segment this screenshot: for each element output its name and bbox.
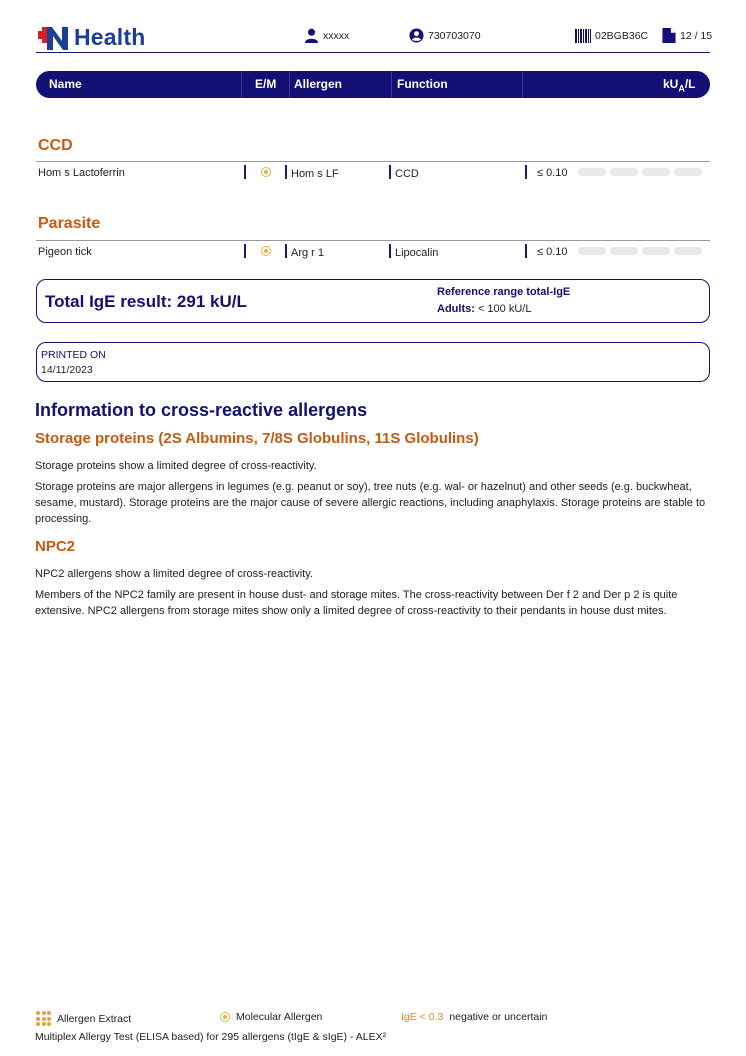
printed-on-box	[36, 342, 710, 382]
row-divider	[525, 244, 527, 258]
user-circle-icon	[409, 28, 424, 43]
info-group-title: NPC2	[35, 538, 76, 555]
value-bars	[578, 168, 702, 176]
unit-main: kU	[663, 77, 679, 91]
logo-mark-icon	[38, 23, 70, 51]
user-icon	[304, 28, 319, 43]
info-group-title: Storage proteins (2S Albumins, 7/8S Globulins, 11S Globulins)	[35, 430, 479, 447]
legend-molecular-label: Molecular Allergen	[236, 1011, 323, 1023]
row-divider	[525, 165, 527, 179]
row-divider	[285, 165, 287, 179]
row-allergen: Arg r 1	[291, 247, 325, 259]
row-function: CCD	[395, 168, 419, 180]
patient-name	[304, 28, 349, 43]
reference-value: < 100 kU/L	[477, 303, 532, 315]
row-function: Lipocalin	[395, 247, 439, 259]
info-paragraph: Members of the NPC2 family are present in house dust- and storage mites. The cross-reactivity between Der f 2 and Der p 2 is quite extensive. NPC2 allergens from storage mites show only a limited degree of cross-reactivity to their pendants in house dust mites.	[35, 589, 678, 617]
row-divider	[389, 244, 391, 258]
row-divider	[389, 165, 391, 179]
molecular-allergen-icon	[261, 246, 271, 256]
row-allergen: Hom s LF	[291, 168, 339, 180]
header-divider	[36, 52, 710, 53]
col-divider	[289, 71, 290, 98]
col-divider	[391, 71, 392, 98]
patient-id	[409, 28, 481, 43]
allergen-extract-icon	[36, 1011, 51, 1026]
table-header	[36, 71, 710, 98]
barcode-icon	[575, 28, 591, 44]
printed-on-label: PRINTED ON	[41, 349, 106, 361]
section-divider	[36, 240, 710, 241]
col-divider	[522, 71, 523, 98]
footer-test-description: Multiplex Allergy Test (ELISA based) for 295 allergens (tIgE & sIgE) - ALEX²	[35, 1031, 387, 1043]
legend-ige-threshold: IgE < 0.3	[401, 1011, 444, 1023]
legend-extract-label: Allergen Extract	[57, 1012, 132, 1025]
barcode	[575, 28, 648, 44]
reference-label: Adults:	[437, 303, 475, 315]
value-bars	[578, 247, 702, 255]
unit-sub: A	[678, 83, 685, 94]
row-value: ≤ 0.10	[537, 167, 568, 179]
reference-range-title: Reference range total-IgE	[437, 286, 571, 298]
patient-name-text: xxxxx	[323, 29, 350, 42]
document-icon	[662, 28, 676, 43]
legend-ige-label: negative or uncertain	[449, 1011, 548, 1023]
legend-molecular	[220, 1011, 322, 1023]
barcode-text: 02BGB36C	[595, 30, 649, 42]
molecular-allergen-icon	[220, 1012, 230, 1022]
col-unit	[663, 71, 696, 98]
total-ige-box	[36, 279, 710, 323]
section-divider	[36, 161, 710, 162]
total-ige-result: Total IgE result: 291 kU/L	[45, 292, 247, 311]
legend-extract	[36, 1011, 131, 1026]
row-divider	[285, 244, 287, 258]
page-number-text: 12 / 15	[680, 29, 713, 42]
info-paragraph: Storage proteins are major allergens in legumes (e.g. peanut or soy), tree nuts (e.g. wal- or hazelnut) and other seeds (e.g. buckwheat, sesame, mustard). Storage proteins are the major cause of severe allergic reactions, including anaphylaxis. Storage proteins are stable to processing.	[35, 481, 706, 525]
row-divider	[244, 244, 246, 258]
section-title: CCD	[38, 137, 73, 154]
page-number	[662, 28, 712, 43]
molecular-allergen-icon	[261, 167, 271, 177]
col-em: E/M	[255, 77, 277, 91]
col-function: Function	[397, 77, 448, 91]
reference-range-value	[437, 303, 531, 315]
col-name: Name	[49, 77, 82, 91]
row-name: Pigeon tick	[38, 246, 92, 258]
info-title: Information to cross-reactive allergens	[35, 400, 368, 420]
unit-tail: /L	[684, 77, 696, 91]
patient-id-text: 730703070	[428, 29, 481, 42]
logo	[38, 22, 146, 52]
col-divider	[241, 71, 242, 98]
row-name: Hom s Lactoferrin	[38, 167, 125, 179]
legend-ige	[401, 1011, 547, 1023]
section-title: Parasite	[38, 215, 101, 232]
logo-text: Health	[74, 23, 146, 50]
info-paragraph: Storage proteins show a limited degree of cross-reactivity.	[35, 460, 317, 472]
row-value: ≤ 0.10	[537, 246, 568, 258]
row-divider	[244, 165, 246, 179]
info-paragraph: NPC2 allergens show a limited degree of cross-reactivity.	[35, 568, 313, 580]
printed-on-date: 14/11/2023	[41, 364, 93, 376]
col-allergen: Allergen	[294, 77, 343, 91]
